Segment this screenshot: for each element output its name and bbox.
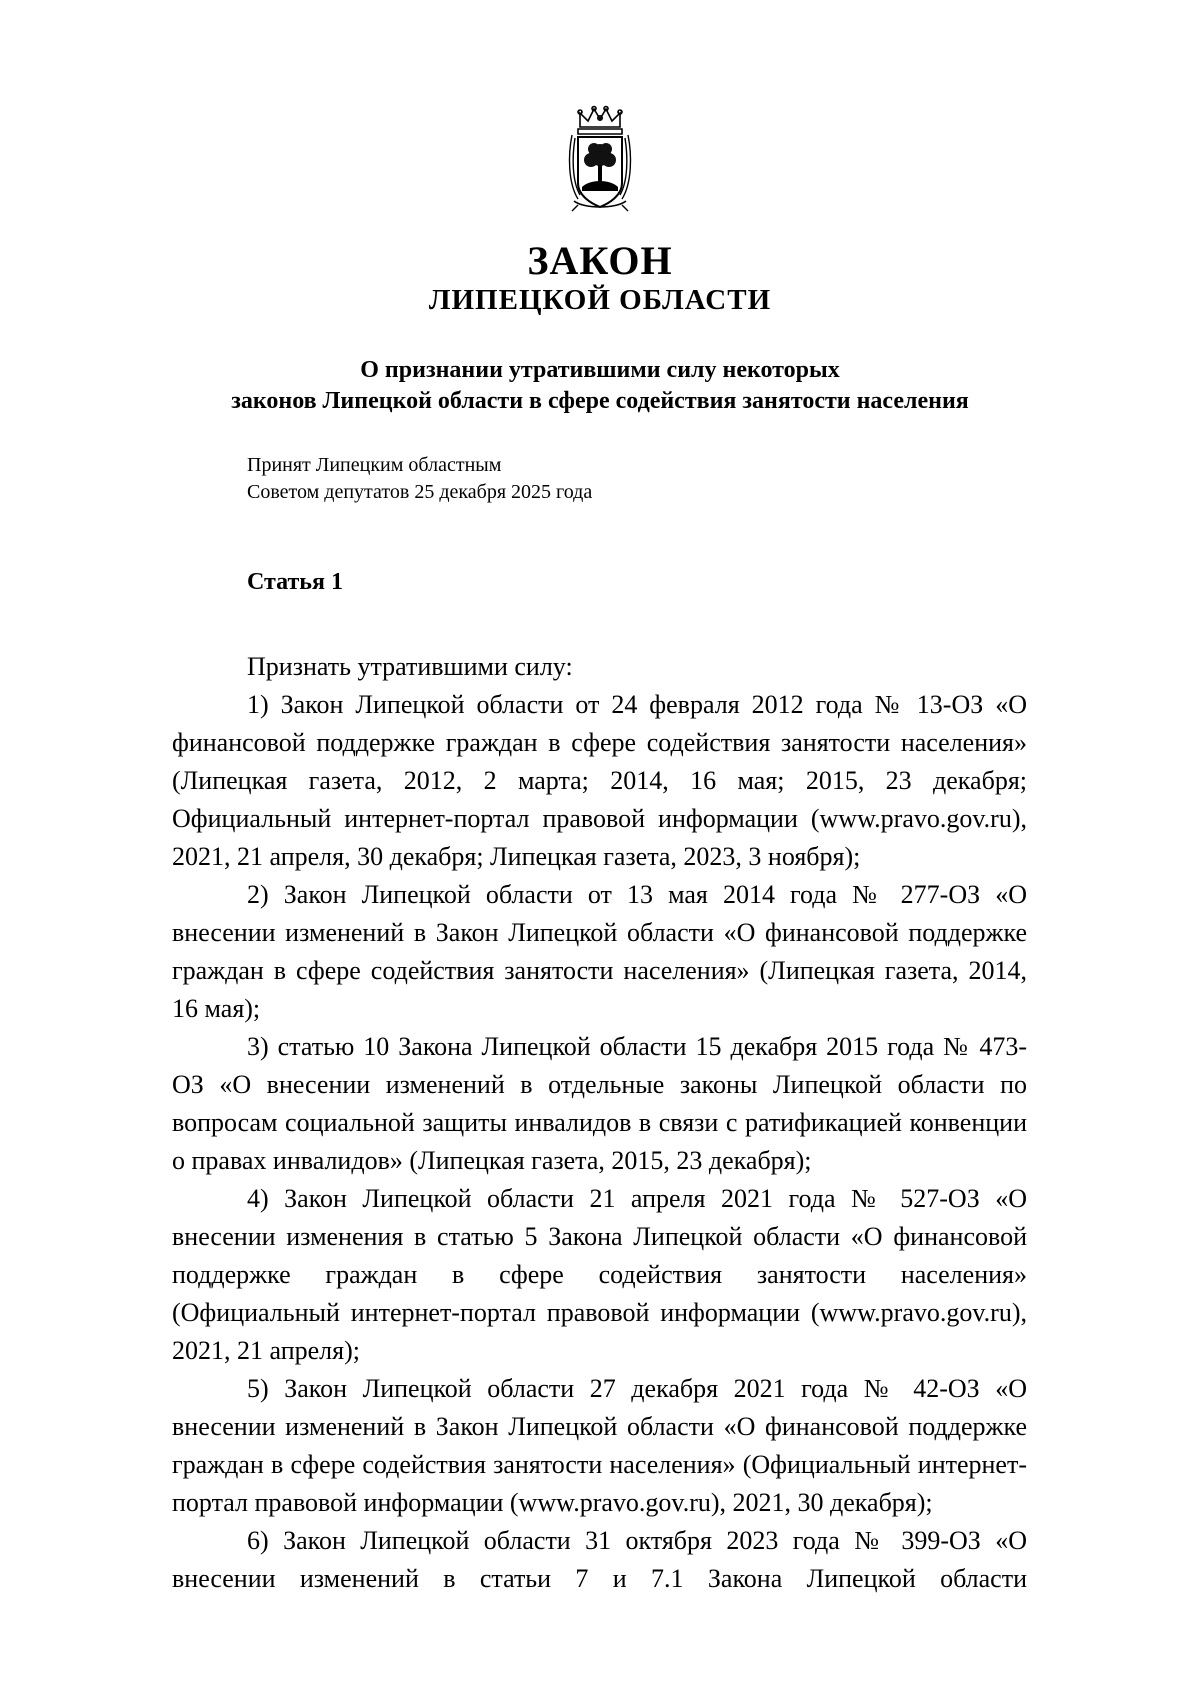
list-item: 6) Закон Липецкой области 31 октября 2023 года № 399-ОЗ «О внесении изменений в статьи 7 и 7.1 Закона Липецкой области — [172, 1526, 1027, 1593]
document-title: ЗАКОН — [527, 238, 673, 283]
list-item: 5) Закон Липецкой области 27 декабря 2021 года № 42-ОЗ «О внесении изменений в Закон Липецкой области «О финансовой поддержке граждан в сфере содействия занятости населения» (Официальный интернет-портал правовой информации (www.pravo.gov.ru), 2021, 30 декабря); — [172, 1374, 1027, 1517]
adoption-note — [247, 452, 592, 506]
lipetsk-coat-of-arms-icon — [564, 105, 636, 215]
law-subject-line: законов Липецкой области в сфере содействия занятости населения — [231, 388, 969, 414]
document-region: ЛИПЕЦКОЙ ОБЛАСТИ — [428, 284, 772, 316]
article-body — [172, 648, 1027, 1598]
law-subject — [0, 355, 1200, 417]
adoption-note-line: Принят Липецким областным — [247, 454, 502, 476]
list-item: 3) статью 10 Закона Липецкой области 15 декабря 2015 года № 473-ОЗ «О внесении изменений в отдельные законы Липецкой области по вопросам социальной защиты инвалидов в связи с ратификацией конвенции о правах инвалидов» (Липецкая газета, 2015, 23 декабря); — [172, 1032, 1027, 1175]
law-subject-line: О признании утратившими силу некоторых — [360, 357, 840, 383]
adoption-note-line: Советом депутатов 25 декабря 2025 года — [247, 481, 593, 503]
list-item: 4) Закон Липецкой области 21 апреля 2021 года № 527-ОЗ «О внесении изменения в статью 5 Закона Липецкой области «О финансовой поддержке граждан в сфере содействия занятости населения» (Официальный интернет-портал правовой информации (www.pravo.gov.ru), 2021, 21 апреля); — [172, 1184, 1027, 1365]
list-item: 2) Закон Липецкой области от 13 мая 2014 года № 277-ОЗ «О внесении изменений в Закон Липецкой области «О финансовой поддержке граждан в сфере содействия занятости населения» (Липецкая газета, 2014, 16 мая); — [172, 880, 1027, 1023]
article-heading: Статья 1 — [247, 569, 343, 595]
list-item: 1) Закон Липецкой области от 24 февраля 2012 года № 13-ОЗ «О финансовой поддержке граждан в сфере содействия занятости населения» (Липецкая газета, 2012, 2 марта; 2014, 16 мая; 2015, 23 декабря; Официальный интернет-портал правовой информации (www.pravo.gov.ru), 2021, 21 апреля, 30 декабря; Липецкая газета, 2023, 3 ноября); — [172, 690, 1027, 871]
article-intro: Признать утратившими силу: — [247, 652, 573, 681]
